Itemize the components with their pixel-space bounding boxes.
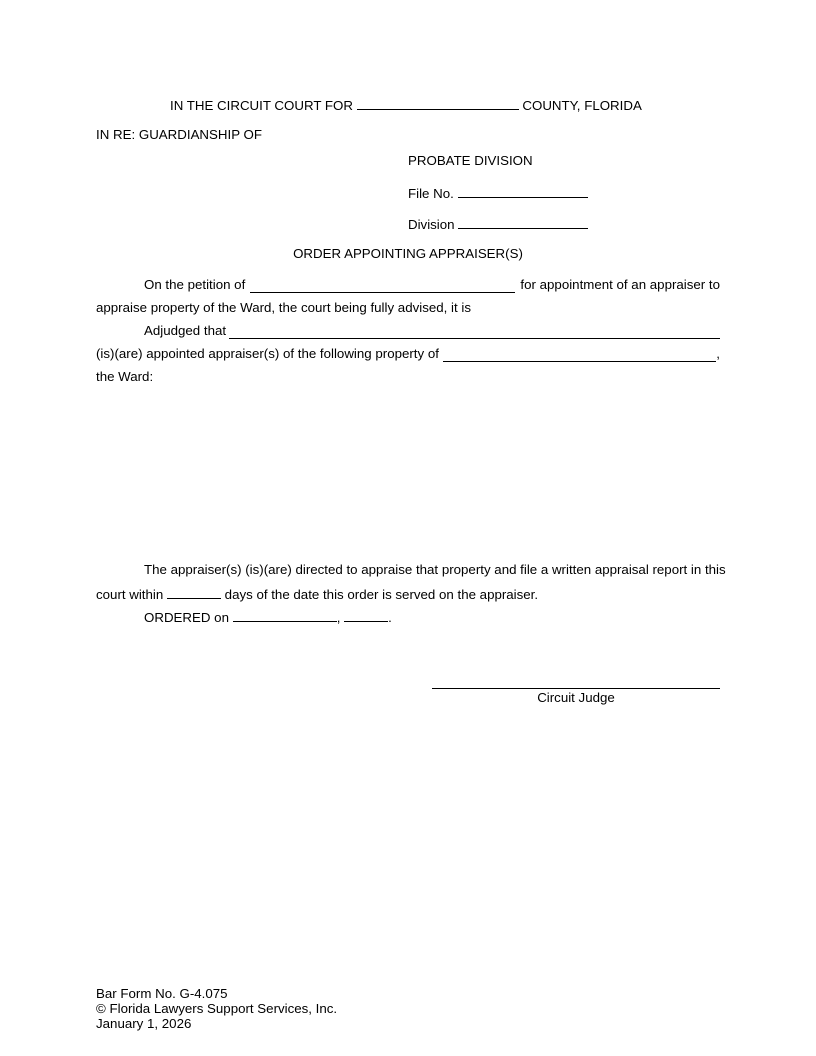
- appraiser-name-blank[interactable]: [229, 325, 720, 339]
- footer-date: January 1, 2026: [96, 1016, 192, 1031]
- directed-prefix: court within: [96, 587, 164, 602]
- adjudged-line: [144, 323, 720, 339]
- court-suffix: COUNTY, FLORIDA: [522, 98, 642, 113]
- directed-suffix: days of the date this order is served on the appraiser.: [224, 587, 539, 602]
- the-ward-label: the Ward:: [96, 369, 154, 384]
- probate-division: PROBATE DIVISION: [408, 153, 533, 168]
- division-line: [408, 215, 588, 233]
- petitioner-blank[interactable]: [250, 279, 515, 293]
- appointed-line: [96, 346, 720, 362]
- division-blank[interactable]: [458, 215, 588, 229]
- circuit-judge-label: Circuit Judge: [537, 690, 615, 705]
- petition-line-2: appraise property of the Ward, the court being fully advised, it is: [96, 300, 471, 315]
- petition-line: [144, 277, 720, 293]
- footer-form-no: Bar Form No. G-4.075: [96, 986, 228, 1001]
- days-blank[interactable]: [167, 585, 221, 599]
- ordered-date-blank[interactable]: [233, 608, 337, 622]
- adjudged-prefix: Adjudged that: [144, 323, 227, 338]
- file-no-blank[interactable]: [458, 184, 588, 198]
- ordered-period: .: [388, 610, 392, 625]
- file-no-line: [408, 184, 588, 202]
- ordered-year-blank[interactable]: [344, 608, 388, 622]
- ordered-comma: ,: [336, 610, 341, 625]
- county-blank[interactable]: [357, 96, 519, 110]
- petition-suffix: for appointment of an appraiser to: [520, 277, 720, 292]
- court-prefix: IN THE CIRCUIT COURT FOR: [170, 98, 353, 113]
- directed-line-2: [96, 585, 538, 603]
- file-no-label: File No.: [408, 186, 454, 201]
- footer-copyright: © Florida Lawyers Support Services, Inc.: [96, 1001, 338, 1016]
- court-heading: [170, 96, 642, 114]
- document-title: ORDER APPOINTING APPRAISER(S): [293, 246, 523, 261]
- in-re-line: IN RE: GUARDIANSHIP OF: [96, 127, 262, 142]
- judge-signature-line[interactable]: [432, 688, 720, 689]
- appointed-prefix: (is)(are) appointed appraiser(s) of the following property of: [96, 346, 439, 361]
- petition-prefix: On the petition of: [144, 277, 246, 292]
- directed-line-1: The appraiser(s) (is)(are) directed to appraise that property and file a written appraisal report in this: [144, 562, 726, 577]
- appointed-suffix: ,: [716, 346, 720, 361]
- ordered-prefix: ORDERED on: [144, 610, 229, 625]
- ordered-line: [144, 608, 392, 626]
- ward-name-blank[interactable]: [443, 348, 716, 362]
- division-label: Division: [408, 217, 455, 232]
